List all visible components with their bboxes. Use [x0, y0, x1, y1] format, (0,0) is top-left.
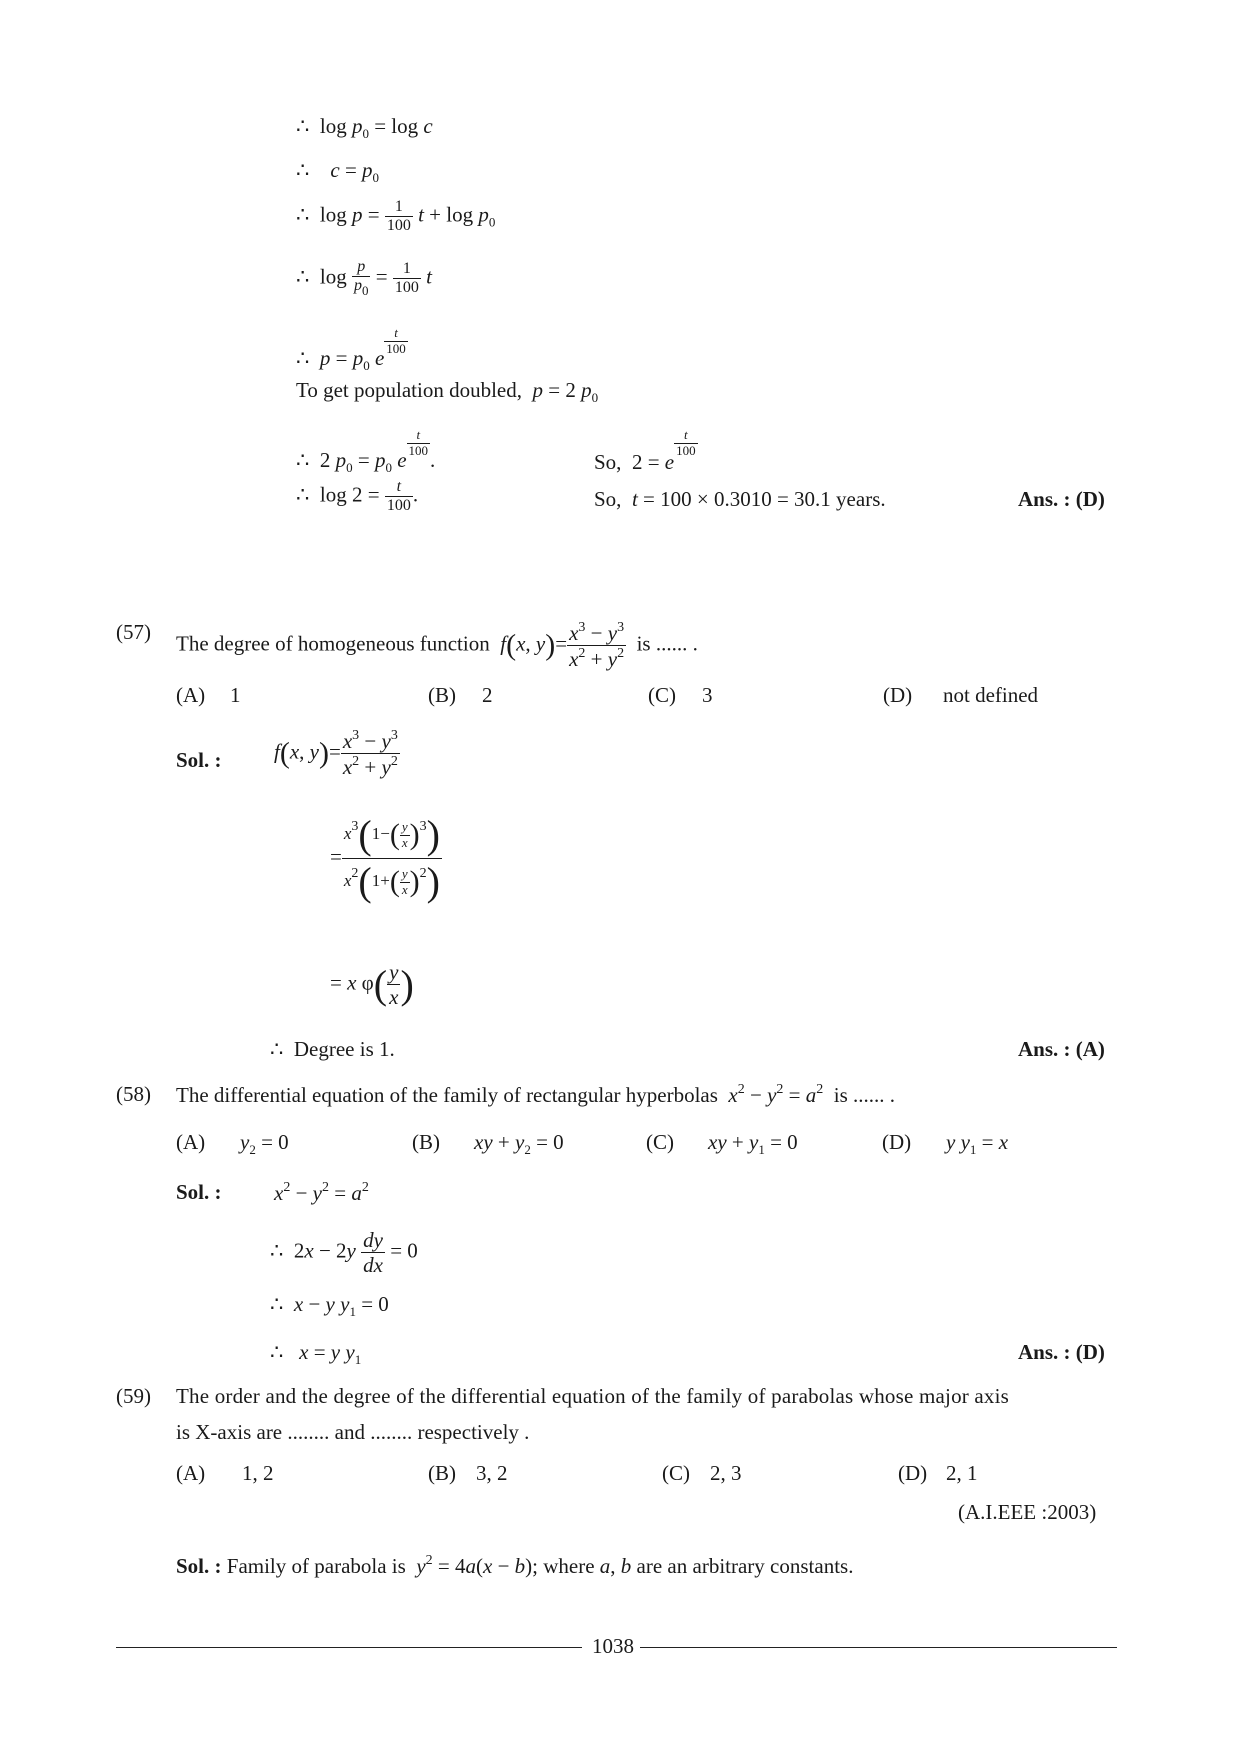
q57-conclusion: ∴ Degree is 1. — [270, 1037, 395, 1061]
derivation-line-1: ∴ $\log p_0 = \log c$ — [296, 114, 433, 141]
q58-sol-step-4: ∴ x = y $y_1$ — [270, 1340, 362, 1367]
derivation-line-7-right: So, t = 100 × 0.3010 = 30.1 years. — [594, 487, 886, 511]
q57-sol-step-1: f(x, y)= $\frac{x^3 - y^3}{x^2 + y^2}$ — [274, 728, 398, 780]
derivation-line-4: ∴ log $\frac{p}{p_0}$ = $\frac{1}{100}$ t — [296, 258, 432, 299]
q57-sol-step-2: = $x^3(1-$( $\frac{y}{x}$ )$^3$) $x^2(1+$( $\frac{y}{x}$ )$^2$) — [330, 812, 440, 904]
q58-sol-label: Sol. : — [176, 1180, 222, 1204]
derivation-line-2: ∴ $c = p_0$ — [296, 158, 380, 185]
q59-option-b[interactable]: (B) 3, 2 — [428, 1461, 508, 1485]
doubling-line: To get population doubled, p = 2 $p_0$ — [296, 378, 599, 405]
q58-option-a[interactable]: (A) $y_2 = 0$ — [176, 1130, 289, 1157]
q58-option-b[interactable]: (B) xy + $y_2 = 0$ — [412, 1130, 564, 1157]
derivation-line-7-left: ∴ log 2 = $\frac{t}{100}$ . — [296, 478, 419, 515]
q59-text-line-2: is X-axis are ........ and ........ respectively . — [176, 1420, 530, 1444]
q59-text-line-1: The order and the degree of the differential equation of the family of parabolas whose major axis — [176, 1384, 1010, 1408]
derivation-line-5: ∴ $p = p_0$ e $\frac{t}{100}$ — [296, 325, 406, 373]
q57-option-c[interactable]: (C) 3 — [648, 683, 713, 707]
q57-number: (57) — [116, 620, 151, 644]
q58-sol-step-1: $x^2 - y^2 = a^2$ — [274, 1180, 369, 1205]
q59-sol: Sol. : Family of parabola is $y^2 = 4a(x - b)$; where a, b are an arbitrary constants. — [176, 1553, 854, 1578]
q57-option-d[interactable]: (D) not defined — [883, 683, 1039, 707]
footer-rule-right — [640, 1647, 1117, 1648]
q59-option-c[interactable]: (C) 2, 3 — [662, 1461, 742, 1485]
q59-option-a[interactable]: (A) 1, 2 — [176, 1461, 274, 1485]
page-number: 1038 — [592, 1634, 634, 1658]
q58-text: The differential equation of the family of rectangular hyperbolas $x^2 - y^2 = a^2$ is ...... . — [176, 1082, 896, 1107]
q57-text: The degree of homogeneous function f(x, y)= $\frac{x^3 - y^3}{x^2 + y^2}$ is ...... . — [176, 620, 698, 672]
footer-rule-left — [116, 1647, 582, 1648]
answer-57: Ans. : (A) — [1018, 1037, 1105, 1061]
q58-option-c[interactable]: (C) xy + $y_1 = 0$ — [646, 1130, 798, 1157]
derivation-line-6-left: ∴ 2 $p_0 = p_0$ e $\frac{t}{100}$ . — [296, 427, 436, 475]
q57-sol-step-3: = x φ( $\frac{y}{x}$ ) — [330, 960, 414, 1010]
q57-option-b[interactable]: (B) 2 — [428, 683, 493, 707]
q58-number: (58) — [116, 1082, 151, 1106]
q59-option-d[interactable]: (D) 2, 1 — [898, 1461, 978, 1485]
derivation-line-3: ∴ log p = $\frac{1}{100}$ $t + \log p_0$ — [296, 198, 496, 235]
q59-number: (59) — [116, 1384, 151, 1408]
q58-sol-step-2: ∴ 2x − 2y $\frac{dy}{dx}$ = 0 — [270, 1228, 418, 1278]
answer-56: Ans. : (D) — [1018, 487, 1105, 511]
derivation-line-6-right: So, 2 = e $\frac{t}{100}$ — [594, 427, 696, 474]
q58-sol-step-3: ∴ x − y $y_1 = 0$ — [270, 1292, 389, 1319]
q57-sol-label: Sol. : — [176, 748, 222, 772]
q57-option-a[interactable]: (A) 1 — [176, 683, 241, 707]
answer-58: Ans. : (D) — [1018, 1340, 1105, 1364]
q58-option-d[interactable]: (D) y $y_1 = x$ — [882, 1130, 1009, 1157]
q59-source: (A.I.EEE :2003) — [958, 1500, 1097, 1524]
